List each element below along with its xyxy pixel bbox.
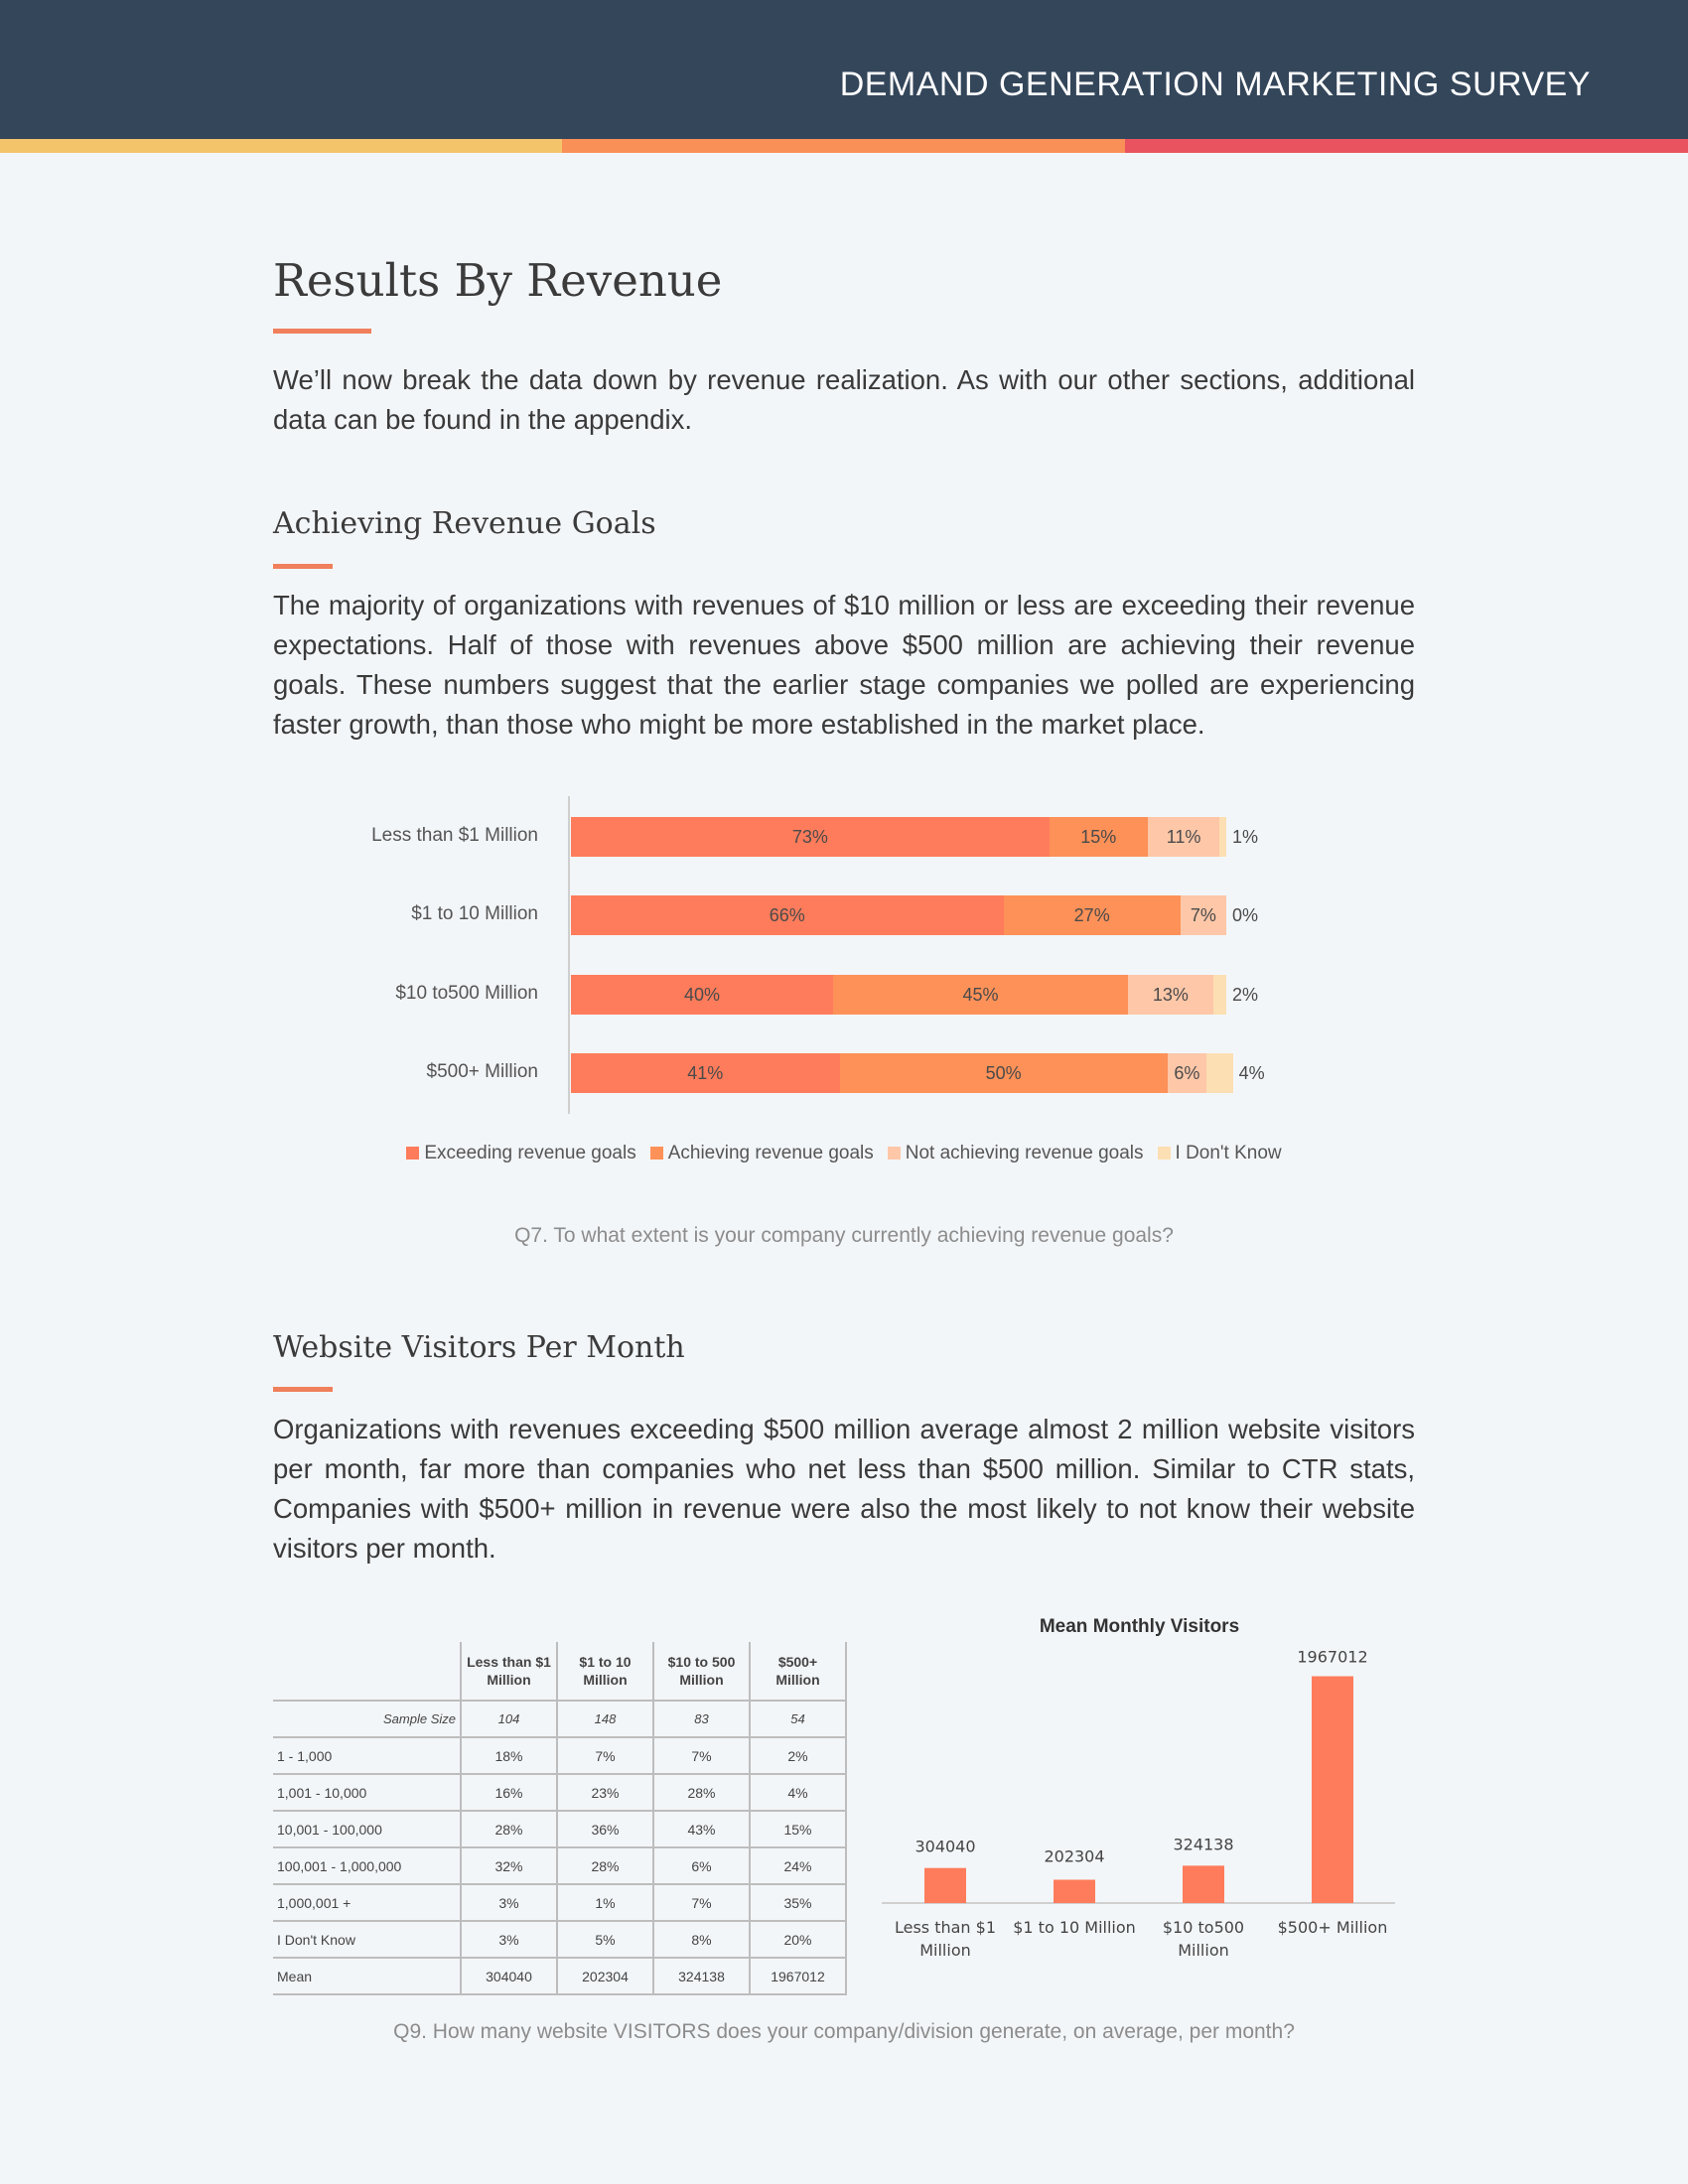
bar-value-label: 15% [1080,827,1117,847]
table-cell: 324138 [653,1958,750,1994]
table-cell: 7% [557,1737,653,1774]
bar-segment [1213,975,1226,1015]
bar-segment [1219,817,1226,857]
page-header [0,0,1688,139]
column-category-label: $1 to 10 Million [1013,1918,1136,1937]
table-row [273,1737,846,1774]
table-cell: 202304 [557,1958,653,1994]
bar-value-label: 73% [791,827,828,847]
section-underline [273,1387,333,1392]
bar-value-label: 40% [683,985,721,1005]
table-cell: 3% [461,1884,557,1921]
bar-value-label: 7% [1190,905,1216,925]
column-category-label: $10 to500 Million [1162,1918,1245,1960]
header-title: DEMAND GENERATION MARKETING SURVEY [839,66,1591,103]
column-value-label: 202304 [1044,1846,1105,1866]
column-chart-title: Mean Monthly Visitors [1039,1616,1240,1637]
bar-value-label: 2% [1232,985,1259,1005]
table-row-label: 10,001 - 100,000 [273,1811,461,1847]
table-row-label: Sample Size [273,1701,461,1737]
bar-value-label: 1% [1232,827,1259,847]
table-row [273,1774,846,1811]
legend-item [406,1143,635,1164]
column-bar [1312,1677,1353,1903]
table-cell: 6% [653,1847,750,1884]
intro-paragraph: We’ll now break the data down by revenue realization. As with our other sections, additional data can be found in the appendix. [273,364,1415,435]
header-stripe-red [1125,139,1688,153]
bar-value-label: 45% [962,985,999,1005]
table-cell: 15% [750,1811,846,1847]
bar-value-label: 50% [985,1063,1022,1083]
table-cell: 8% [653,1921,750,1958]
legend-item [888,1143,1144,1164]
table-corner [273,1642,461,1701]
table-cell: 304040 [461,1958,557,1994]
table-row-label: I Don't Know [273,1921,461,1958]
table-cell: 18% [461,1737,557,1774]
section-heading-revenue-goals: Achieving Revenue Goals [273,506,656,541]
table-cell: 23% [557,1774,653,1811]
category-label: Less than $1 Million [371,825,538,846]
table-cell: 16% [461,1774,557,1811]
table-cell: 4% [750,1774,846,1811]
table-row-label: 1,001 - 10,000 [273,1774,461,1811]
table-cell: 7% [653,1737,750,1774]
legend-label: I Don't Know [1175,1143,1282,1163]
table-col-header: $1 to 10 Million [557,1642,653,1701]
table-header-row [273,1642,846,1701]
header-stripe-yellow [0,139,562,153]
legend-swatch [650,1147,663,1160]
table-row [273,1884,846,1921]
column-category-label: Less than $1 Million [894,1918,997,1960]
bar-segment [1206,1053,1232,1093]
table-row-label: 100,001 - 1,000,000 [273,1847,461,1884]
q9-caption: Q9. How many website VISITORS does your company/division generate, on average, per month? [393,2020,1295,2043]
column-bar [1183,1865,1224,1903]
legend-label: Exceeding revenue goals [424,1143,636,1163]
section-heading-website-visitors: Website Visitors Per Month [273,1330,685,1365]
table-row [273,1811,846,1847]
table-col-header: Less than $1 Million [461,1642,557,1701]
chart-axis [568,796,570,1114]
bar-value-label: 4% [1238,1063,1265,1083]
table-cell: 1% [557,1884,653,1921]
table-col-header: $500+ Million [750,1642,846,1701]
bar-value-label: 27% [1073,905,1110,925]
table-row-label: 1,000,001 + [273,1884,461,1921]
bar-value-label: 11% [1166,827,1201,847]
table-cell: 35% [750,1884,846,1921]
table-cell: 148 [557,1701,653,1737]
category-label: $500+ Million [426,1061,538,1082]
header-stripe-orange [562,139,1125,153]
bar-value-label: 13% [1152,985,1189,1005]
table-cell: 54 [750,1701,846,1737]
q7-caption: Q7. To what extent is your company currently achieving revenue goals? [514,1224,1174,1247]
bar-value-label: 0% [1232,905,1259,925]
table-row-label: 1 - 1,000 [273,1737,461,1774]
legend-label: Achieving revenue goals [667,1143,874,1163]
table-row-sample-size [273,1701,846,1737]
bar-value-label: 66% [769,905,805,925]
section-underline [273,564,333,569]
table-cell: 20% [750,1921,846,1958]
table-row [273,1921,846,1958]
category-label: $1 to 10 Million [411,903,538,924]
chart-legend [0,1143,1688,1164]
column-value-label: 1967012 [1297,1647,1368,1667]
table-cell: 104 [461,1701,557,1737]
table-cell: 5% [557,1921,653,1958]
legend-label: Not achieving revenue goals [905,1143,1144,1163]
page-title: Results By Revenue [273,254,723,307]
table-cell: 32% [461,1847,557,1884]
table-cell: 24% [750,1847,846,1884]
table-cell: 7% [653,1884,750,1921]
column-category-label: $500+ Million [1277,1918,1388,1937]
column-value-label: 304040 [914,1837,976,1856]
title-underline [273,329,371,334]
revenue-goals-paragraph: The majority of organizations with revenues of $10 million or less are exceeding their revenue expectations. Half of those with revenues above $500 million are achieving their revenue goals. These numbers suggest that the earlier stage companies we polled are experiencing faster growth, than those who might be more established in the market place. [273,590,1415,740]
table-cell: 1967012 [750,1958,846,1994]
table-cell: 2% [750,1737,846,1774]
table-row-label: Mean [273,1958,461,1994]
table-cell: 28% [653,1774,750,1811]
column-bar [1054,1880,1095,1903]
website-visitors-paragraph: Organizations with revenues exceeding $500 million average almost 2 million website visitors per month, far more than companies who net less than $500 million. Similar to CTR stats, Companies with $500+ million in revenue were also the most likely to not know their website visitors per month. [273,1414,1415,1564]
legend-swatch [888,1147,901,1160]
table-cell: 3% [461,1921,557,1958]
table-cell: 83 [653,1701,750,1737]
table-cell: 28% [557,1847,653,1884]
legend-item [1158,1143,1282,1164]
table-cell: 36% [557,1811,653,1847]
category-label: $10 to500 Million [395,983,538,1004]
column-bar [924,1868,966,1903]
table-row [273,1847,846,1884]
visitors-table [273,1642,847,1995]
table-col-header: $10 to 500 Million [653,1642,750,1701]
table-row-mean [273,1958,846,1994]
legend-swatch [406,1147,419,1160]
legend-swatch [1158,1147,1171,1160]
table-cell: 43% [653,1811,750,1847]
column-value-label: 324138 [1173,1835,1234,1854]
bar-value-label: 6% [1174,1063,1200,1083]
table-cell: 28% [461,1811,557,1847]
legend-item [650,1143,874,1164]
bar-value-label: 41% [687,1063,724,1083]
